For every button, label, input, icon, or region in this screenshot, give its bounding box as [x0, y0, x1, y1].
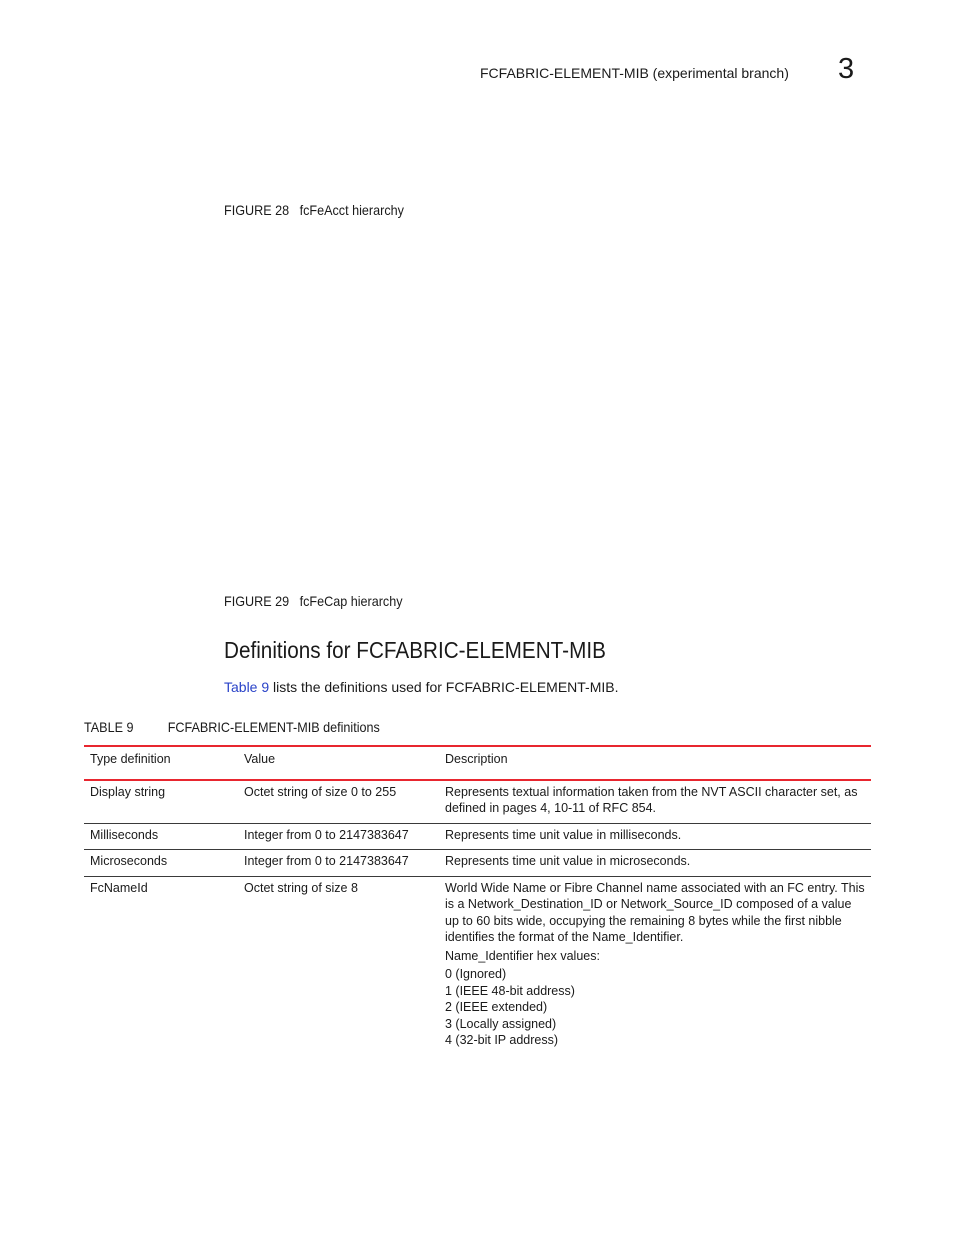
section-heading: Definitions for FCFABRIC-ELEMENT-MIB: [224, 637, 606, 663]
column-header-description: Description: [439, 746, 871, 780]
table-header-row: [84, 746, 871, 780]
description-line: 4 (32-bit IP address): [445, 1033, 559, 1047]
description-line: 1 (IEEE 48-bit address): [445, 983, 575, 998]
table-row: [84, 876, 871, 1055]
description-line: 3 (Locally assigned): [445, 1016, 557, 1031]
cell-value: Integer from 0 to 2147383647: [238, 850, 439, 877]
table-caption: [84, 719, 380, 735]
chapter-number: 3: [838, 53, 855, 85]
intro-text: lists the definitions used for FCFABRIC-ELEMENT-MIB.: [269, 679, 619, 695]
description-line: Name_Identifier hex values:: [445, 948, 600, 963]
table-row: [84, 780, 871, 824]
column-header-type: Type definition: [84, 746, 238, 780]
cell-description: [439, 823, 871, 850]
intro-paragraph: [224, 679, 619, 695]
cell-value: Octet string of size 0 to 255: [238, 780, 439, 824]
description-line: Represents textual information taken from the NVT ASCII character set, as defined in pages 4, 10-11 of RFC 854.: [445, 784, 858, 815]
cell-value: Integer from 0 to 2147383647: [238, 823, 439, 850]
cell-value: Octet string of size 8: [244, 880, 358, 895]
cell-description: [439, 876, 871, 1055]
column-header-value: Value: [238, 746, 439, 780]
cell-description: [439, 780, 871, 824]
cell-description: [439, 850, 871, 877]
table-number: TABLE 9: [84, 719, 134, 735]
table-row: [84, 823, 871, 850]
table-row: [84, 850, 871, 877]
cell-type: Milliseconds: [84, 823, 238, 850]
cell-type: FcNameId: [90, 880, 148, 895]
running-header-title: FCFABRIC-ELEMENT-MIB (experimental branch): [480, 65, 789, 81]
description-line: Represents time unit value in milliseconds.: [445, 827, 682, 842]
description-line: Represents time unit value in microseconds.: [445, 854, 691, 868]
figure-title: fcFeAcct hierarchy: [299, 202, 404, 218]
description-line: 0 (Ignored): [445, 967, 507, 981]
figure-28-caption: [224, 202, 404, 218]
definitions-table: [84, 745, 871, 1055]
cell-type: Microseconds: [84, 850, 238, 877]
figure-number: FIGURE 29: [224, 593, 290, 609]
table-9-link[interactable]: Table 9: [224, 679, 270, 695]
table-title: FCFABRIC-ELEMENT-MIB definitions: [167, 719, 380, 735]
figure-29-caption: [224, 593, 403, 609]
cell-type: Display string: [84, 780, 238, 824]
figure-number: FIGURE 28: [224, 202, 290, 218]
description-line: 2 (IEEE extended): [445, 1000, 548, 1014]
figure-title: fcFeCap hierarchy: [299, 593, 403, 609]
description-line: World Wide Name or Fibre Channel name associated with an FC entry. This is a Network_Destination_ID or Network_Source_ID composed of a value up to 60 bits wide, occupying the remaining 8 bytes while the first nibble identifies the format of the Name_Identifier.: [445, 880, 865, 944]
